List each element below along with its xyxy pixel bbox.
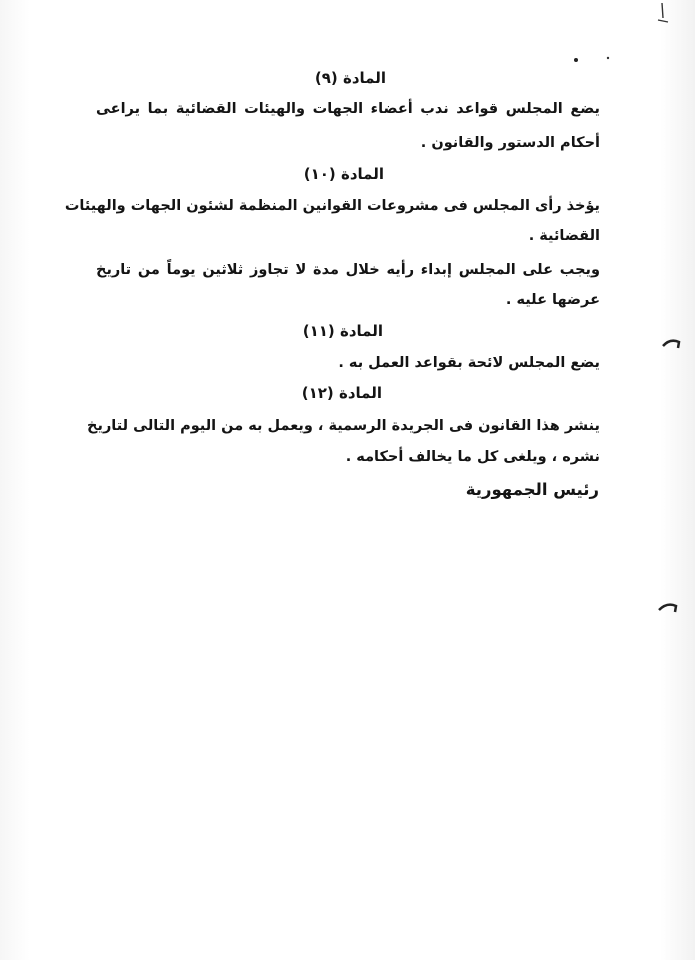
article-10-text-line-2: القضائية .	[528, 228, 600, 244]
article-10-heading: المادة (١٠)	[303, 165, 384, 183]
punch-hole-mark-lower	[656, 600, 680, 616]
article-9-text-line-2: أحكام الدستور والقانون .	[420, 135, 600, 151]
article-9-heading: المادة (٩)	[314, 69, 386, 87]
punch-hole-mark-upper	[660, 336, 684, 352]
scan-dot-top	[572, 56, 612, 66]
article-11-heading: المادة (١١)	[302, 322, 383, 340]
article-10-text-line-4: عرضها عليه .	[505, 292, 600, 308]
article-12-heading: المادة (١٢)	[301, 384, 382, 402]
scan-mark-top-right	[650, 0, 680, 30]
article-10-text-line-1: يؤخذ رأى المجلس فى مشروعات القوانين المنظمة لشئون الجهات والهيئات	[64, 198, 600, 214]
article-11-text-line-1: يضع المجلس لائحة بقواعد العمل به .	[338, 355, 600, 371]
signature-president: رئيس الجمهورية	[465, 480, 599, 499]
article-9-text-line-1: يضع المجلس قواعد ندب أعضاء الجهات والهيئات القضائية بما يراعى	[96, 101, 600, 117]
article-10-text-line-3: ويجب على المجلس إبداء رأيه خلال مدة لا تجاوز ثلاثين يوماً من تاريخ	[96, 262, 600, 278]
article-12-text-line-2: نشره ، ويلغى كل ما يخالف أحكامه .	[345, 449, 600, 465]
article-12-text-line-1: ينشر هذا القانون فى الجريدة الرسمية ، ويعمل به من اليوم التالى لتاريخ	[87, 418, 600, 434]
